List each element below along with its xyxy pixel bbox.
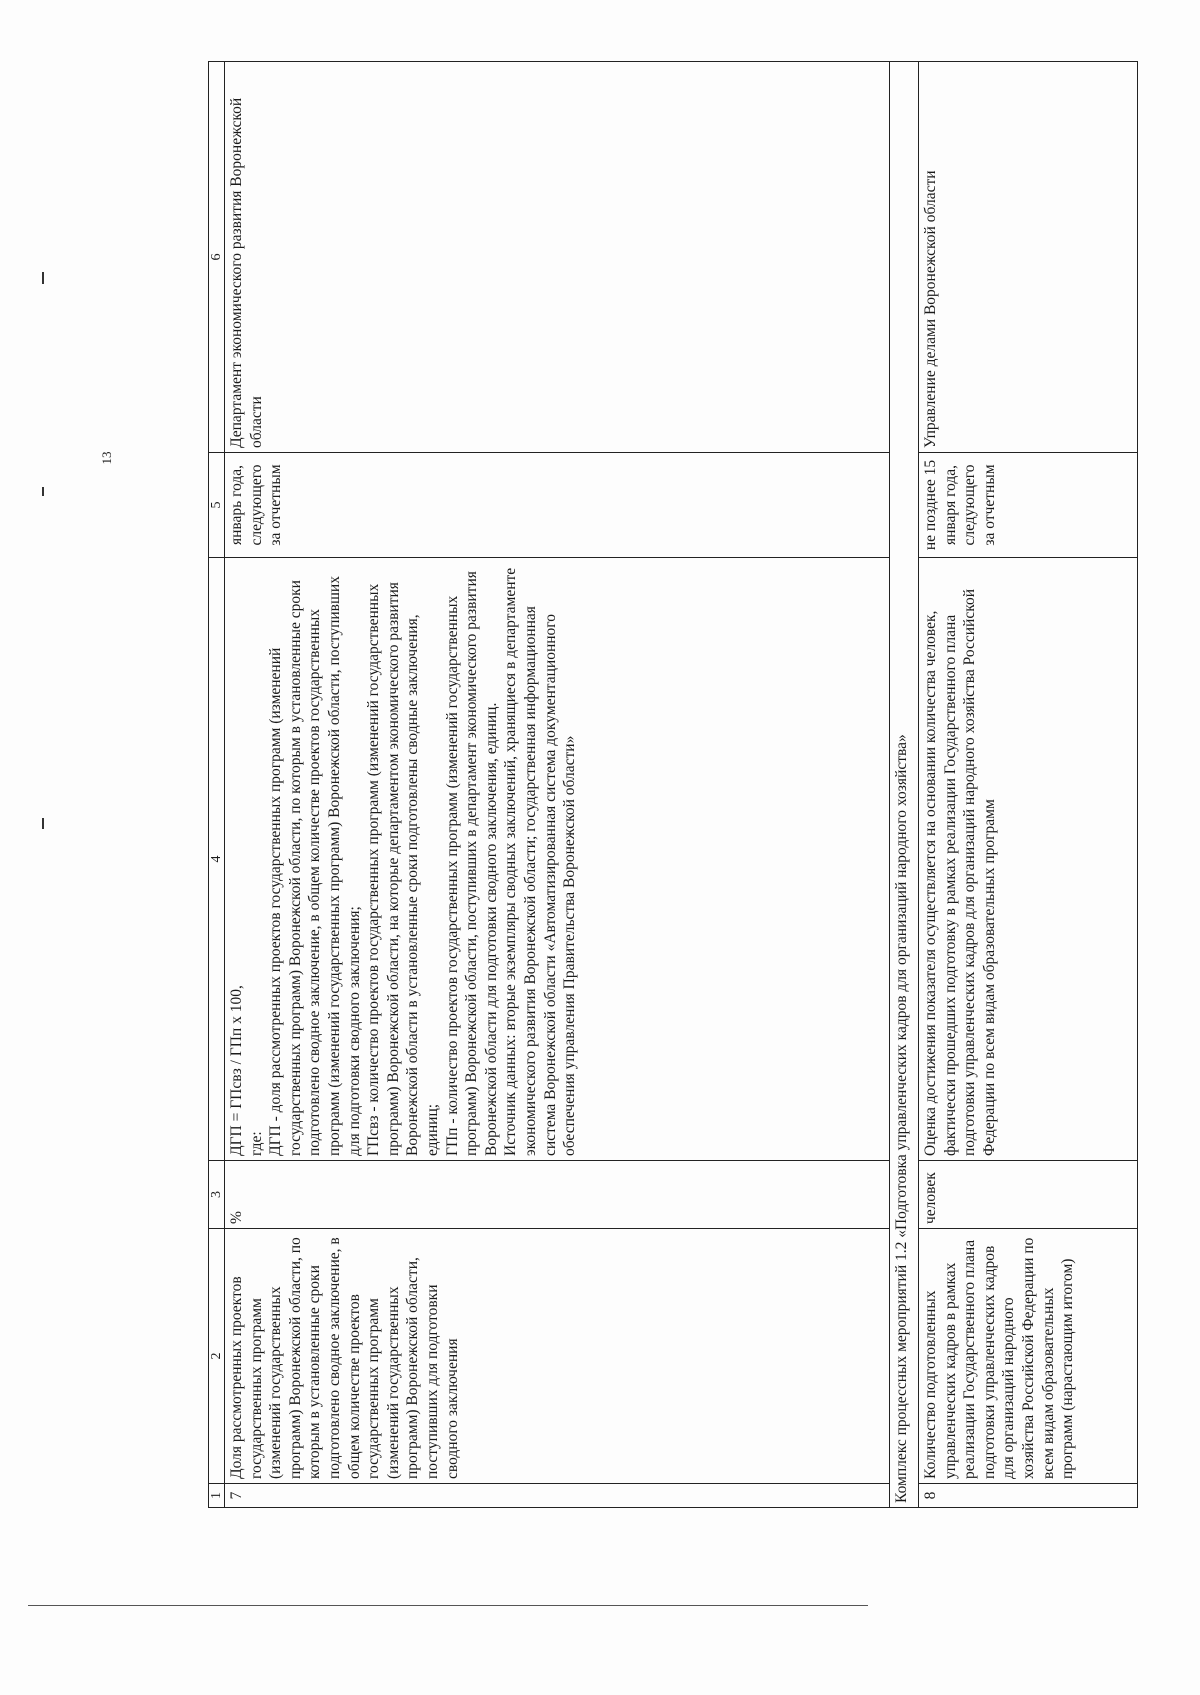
method-line: Оценка достижения показателя осуществляется на основании количества человек, фактически прошедших подготовку в рамках реализации Государственного плана подготовки управленческих кадров для организаций народного хозяйства Российской Федерации по всем видам образовательных программ [922, 588, 998, 1156]
indicator-name: Количество подготовленных управленческих кадров в рамках реализации Государственного плана подготовки управленческих кадров для организаций народного хозяйства Российской Федерации по всем видам образовательных программ (нарастающим итогом) [919, 1229, 1138, 1484]
col-header: 4 [209, 558, 225, 1161]
responsible-body: Департамент экономического развития Воронежской области [225, 62, 890, 453]
scan-edge-line [28, 1605, 868, 1606]
scan-speck [42, 272, 44, 284]
row-number: 7 [225, 1484, 890, 1508]
indicator-unit: % [225, 1161, 890, 1229]
method-line: где: [247, 1131, 265, 1156]
method-line: ДГП = ГПсвз / ГПп х 100, [228, 985, 245, 1156]
responsible-body: Управление делами Воронежской области [919, 62, 1138, 453]
col-header: 5 [209, 453, 225, 558]
method-line: ГПсвз - количество проектов государственных программ (изменений государственных программ) Воронежской области, на которые департаментом экономического развития Воронежской области в установленные сроки подготовлены сводные заключения, единиц; [365, 582, 441, 1156]
calculation-method [919, 558, 1138, 1161]
col-header: 1 [209, 1484, 225, 1508]
header-row [209, 62, 225, 1508]
scan-speck [42, 818, 44, 829]
scan-speck [42, 487, 44, 496]
indicator-table [208, 61, 1138, 1508]
indicator-name: Доля рассмотренных проектов государственных программ (изменений государственных программ) Воронежской области, по которым в установленные сроки подготовлено сводное заключение, в общем количестве проектов государственных программ (изменений государственных программ) Воронежской области, поступивших для подготовки сводного заключения [225, 1229, 890, 1484]
reporting-term: январь года, следующего за отчетным [225, 453, 890, 558]
page-number: 13 [99, 451, 114, 465]
col-header: 2 [209, 1229, 225, 1484]
row-number: 8 [919, 1484, 1138, 1508]
section-row [890, 62, 919, 1508]
rotated-table-container [208, 61, 1138, 1508]
col-header: 3 [209, 1161, 225, 1229]
section-title: Комплекс процессных мероприятий 1.2 «Подготовка управленческих кадров для организаций народного хозяйства» [890, 62, 919, 1508]
col-header: 6 [209, 62, 225, 453]
method-line: Источник данных: вторые экземпляры сводных заключений, хранящиеся в департаменте экономического развития Воронежской области; государственная информационная система Воронежской области «Автоматизированная система документационного обеспечения управления Правительства Воронежской области» [502, 567, 579, 1156]
table-row [225, 62, 890, 1508]
reporting-term: не позднее 15 января года, следующего за отчетным [919, 453, 1138, 558]
indicator-unit: человек [919, 1161, 1138, 1229]
method-line: ДГП - доля рассмотренных проектов государственных программ (изменений государственных программ) Воронежской области, по которым в установленные сроки подготовлено сводное заключение, в общем количестве проектов государственных программ (изменений государственных программ) Воронежской области, поступивших для подготовки сводного заключения; [267, 576, 363, 1156]
method-line: ГПп - количество проектов государственных программ (изменений государственных программ) Воронежской области, поступивших в департамент экономического развития Воронежской области для подготовки сводного заключения, единиц. [443, 571, 500, 1156]
calculation-method [225, 558, 890, 1161]
table-row [919, 62, 1138, 1508]
